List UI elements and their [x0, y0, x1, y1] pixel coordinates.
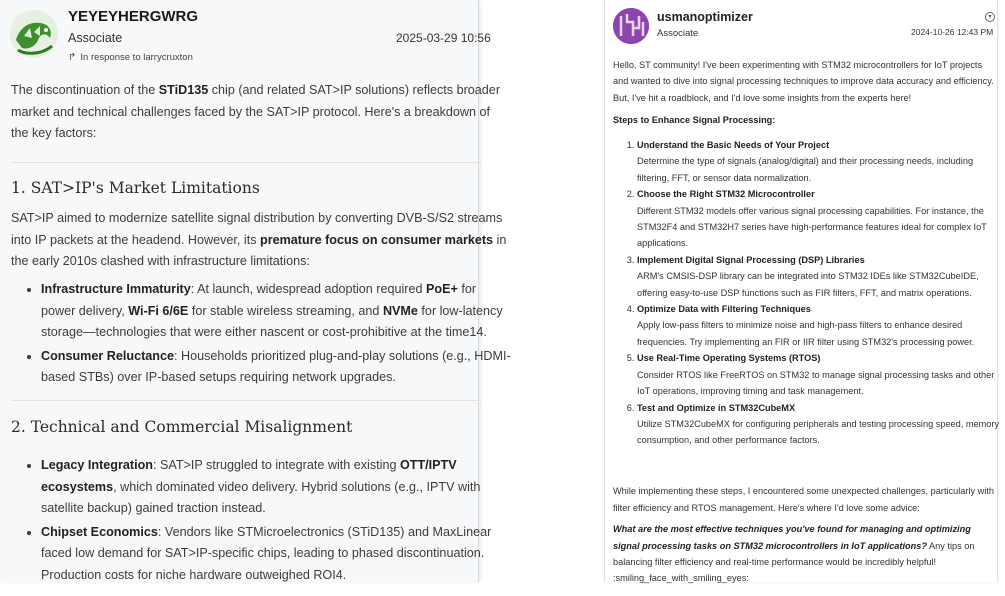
steps-list — [625, 137, 1005, 449]
user-rank: Associate — [657, 28, 699, 39]
reply-to-user[interactable]: larrycruxton — [143, 52, 193, 63]
post-question: What are the most effective techniques you've found for managing and optimizing signal processing tasks on STM32 microcontrollers in IoT applications? Any tips on balancing filter efficiency and real-time performance would be incredibly helpful! :smiling_face_with_smiling_eyes: — [613, 524, 975, 584]
username[interactable]: YEYEYHERGWRG — [68, 8, 199, 25]
divider — [11, 162, 481, 163]
list-item: • Consumer Reluctance: Households prioritized plug-and-play solutions (e.g., HDMI-based STBs) over IP-based setups requiring network upgrades. — [41, 346, 511, 389]
right-post — [604, 0, 998, 582]
section-paragraph: SAT>IP aimed to modernize satellite signal distribution by converting DVB-S/S2 streams into IP packets at the headend. However, its premature focus on consumer markets in the early 2010s clashed with infrastructure limitations: — [11, 211, 507, 268]
left-post — [0, 0, 511, 582]
in-response-to — [68, 52, 193, 63]
chevron-down-icon[interactable]: ▾ — [985, 12, 995, 22]
list-item: 5. Use Real-Time Operating Systems (RTOS) Consider RTOS like FreeRTOS on STM32 to manage signal processing tasks and other IoT operations, improving timing and task management. — [637, 350, 1005, 399]
list-item: 3. Implement Digital Signal Processing (DSP) Libraries ARM's CMSIS-DSP library can be integrated into STM32 IDEs like STM32CubeIDE, offering easy-to-use DSP functions such as FIR filters, FFT, and matrix operations. — [637, 252, 1005, 301]
list-item: 4. Optimize Data with Filtering Techniques Apply low-pass filters to minimize noise and high-pass filters to enhance desired frequencies. Try implementing an FIR or IIR filter using STM32's processing power. — [637, 301, 1005, 350]
user-avatar[interactable] — [10, 10, 58, 58]
bullet-list — [23, 455, 511, 588]
post-intro: Hello, ST community! I've been experimenting with STM32 microcontrollers for IoT projects and wanted to dive into signal processing techniques to improve data accuracy and efficiency. But, I've hit a roadblock, and I'd love some insights from the experts here! — [613, 60, 994, 103]
post-intro: The discontinuation of the STiD135 chip (and related SAT>IP solutions) reflects broader market and technical challenges faced by the SAT>IP protocol. Here's a breakdown of the key factors: — [11, 83, 501, 140]
post-date: 2025-03-29 10:56 — [396, 31, 491, 45]
dragon-avatar-icon — [10, 10, 58, 58]
list-item: • Chipset Economics: Vendors like STMicroelectronics (STiD135) and MaxLinear faced low demand for SAT>IP-specific chips, leading to phased discontinuation. Production costs for niche hardware outweighed ROI4. — [41, 522, 511, 587]
username[interactable]: usmanoptimizer — [657, 10, 753, 24]
user-avatar[interactable] — [613, 8, 649, 44]
post-paragraph: While implementing these steps, I encountered some unexpected challenges, particularly with filter efficiency and RTOS management. Here's where I'd love some advice: — [613, 486, 994, 513]
list-item: • Infrastructure Immaturity: At launch, widespread adoption required PoE+ for power delivery, Wi-Fi 6/6E for stable wireless streaming, and NVMe for low-latency storage—technologies that were either nascent or cost-prohibitive at the time14. — [41, 279, 511, 344]
list-item: • Legacy Integration: SAT>IP struggled to integrate with existing OTT/IPTV ecosystems, which dominated video delivery. Hybrid solutions (e.g., IPTV with satellite backup) gained traction instead. — [41, 455, 511, 520]
steps-heading: Steps to Enhance Signal Processing: — [613, 115, 776, 125]
reply-label: In response to — [80, 52, 141, 63]
list-item: 1. Understand the Basic Needs of Your Project Determine the type of signals (analog/digital) and their processing needs, including filtering, FFT, or sensor data normalization. — [637, 137, 1005, 186]
section-heading: 2. Technical and Commercial Misalignment — [11, 418, 353, 436]
list-item: 2. Choose the Right STM32 Microcontroller Different STM32 models offer various signal processing capabilities. For instance, the STM32F4 and STM32H7 series have high-performance features ideal for complex IoT applications. — [637, 186, 1005, 252]
reply-arrow-icon: ↱ — [68, 52, 77, 63]
divider — [11, 400, 481, 401]
pattern-avatar-icon — [613, 8, 649, 44]
bullet-list — [23, 279, 511, 391]
user-rank: Associate — [68, 31, 123, 45]
list-item: 6. Test and Optimize in STM32CubeMX Utilize STM32CubeMX for configuring peripherals and testing processing speed, memory consumption, and other performance factors. — [637, 400, 1005, 449]
post-date: 2024-10-26 12:43 PM — [911, 27, 994, 37]
section-heading: 1. SAT>IP's Market Limitations — [11, 179, 260, 197]
